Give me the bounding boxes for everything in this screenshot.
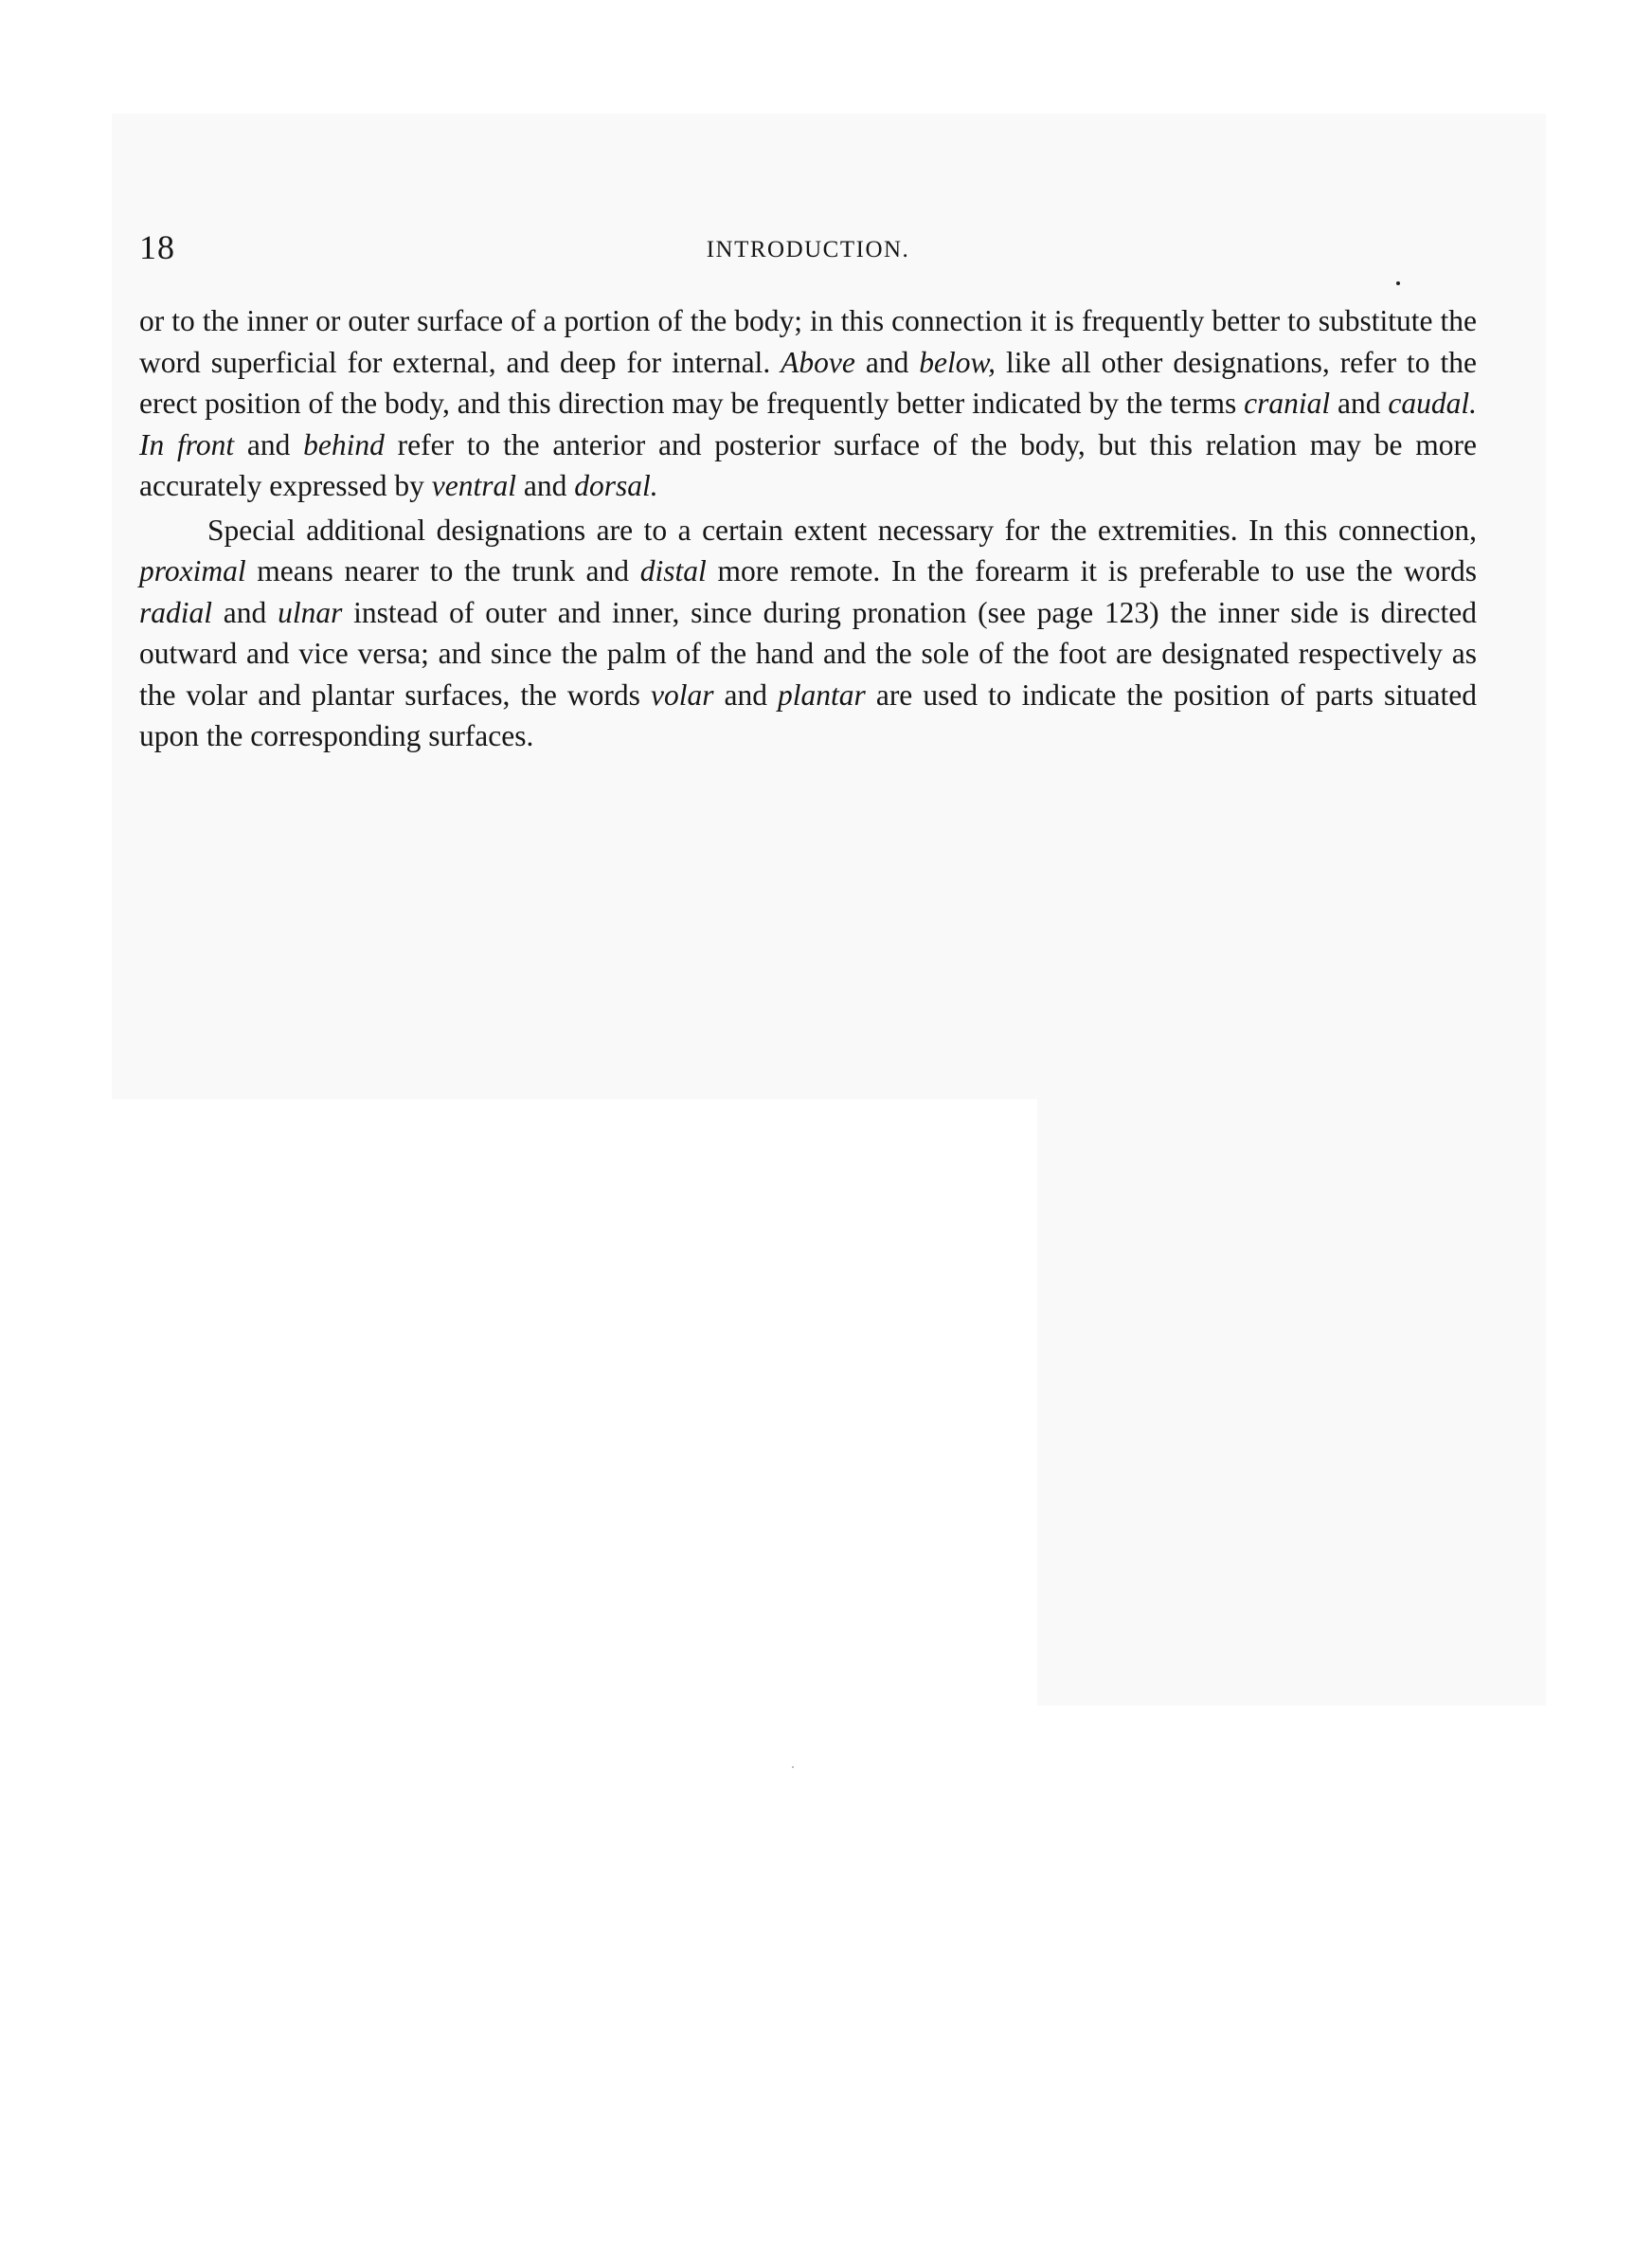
text-run: and [1330, 387, 1389, 420]
text-run: or to the inner or outer surface of a portion of the body; in this connection it is frequently better to substitute the word superficial for external, and deep for internal. [139, 304, 1477, 379]
text-run: refer to the anterior and posterior surface of the body, but this relation may be more accurately expressed by [139, 427, 1478, 502]
italic-term: cranial [1244, 387, 1331, 420]
paragraph-2 [139, 510, 1477, 757]
page-number: 18 [139, 228, 175, 266]
text-run: and [515, 469, 575, 502]
italic-term: volar [650, 677, 714, 712]
italic-term: Above [781, 345, 855, 379]
italic-term: behind [303, 427, 385, 461]
text-run: are used to indicate the position of parts situated upon the corresponding surfaces. [139, 677, 1477, 752]
text-run: means nearer to the trunk and [245, 554, 640, 587]
paragraph-1 [139, 300, 1477, 507]
body-text [139, 300, 1477, 757]
text-run: and [212, 595, 278, 629]
text-run: like all other designations, refer to the erect position of the body, and this direction may be frequently better indicated by the terms [139, 345, 1477, 420]
italic-term: plantar [778, 677, 866, 712]
italic-term: proximal [139, 554, 246, 587]
italic-term: In front [139, 427, 235, 461]
running-head: INTRODUCTION. [706, 237, 910, 262]
text-run: and [854, 345, 920, 379]
text-run: and [713, 677, 779, 712]
italic-term: dorsal. [574, 469, 658, 502]
italic-term: ventral [431, 469, 516, 502]
text-run: more remote. In the forearm it is preferable to use the words [706, 554, 1477, 587]
italic-term: caudal. [1388, 387, 1477, 420]
text-run: and [234, 427, 304, 461]
text-run: Special additional designations are to a certain extent necessary for the extremities. In this connection, [207, 513, 1477, 547]
italic-term: radial [139, 595, 213, 629]
ink-speck [1396, 281, 1400, 285]
italic-term: below, [919, 345, 997, 379]
scan-tint-lower [1037, 1099, 1546, 1706]
italic-term: distal [639, 554, 707, 587]
text-run: instead of outer and inner, since during pronation (see page 123) the inner side is directed outward and vice versa; and since the palm of the hand and the sole of the foot are designated respectively as the volar and plantar surfaces, the words [139, 595, 1478, 712]
page-header [139, 227, 1477, 275]
ink-speck-small [792, 1766, 794, 1768]
italic-term: ulnar [278, 595, 343, 629]
